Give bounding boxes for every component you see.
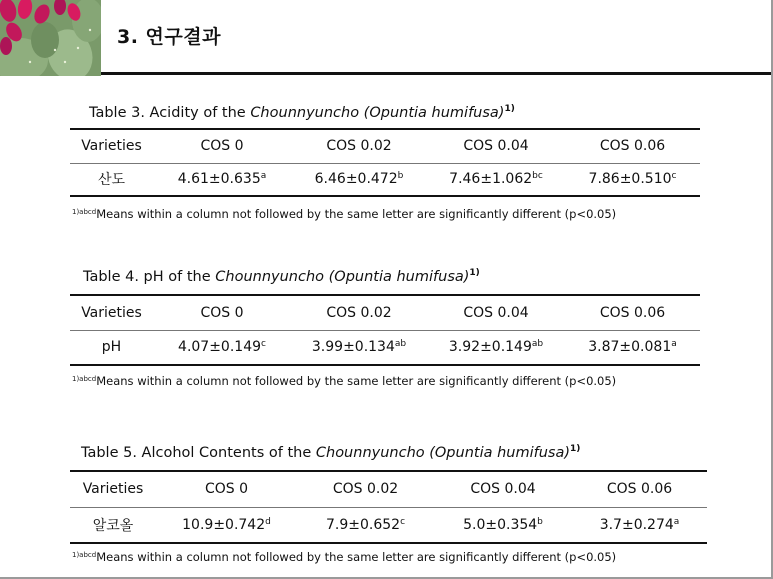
- header-cos-0-06: COS 0.06: [599, 304, 666, 321]
- header-cos-0: COS 0: [204, 481, 249, 498]
- table-5-footnote: $^{1)abcd}$Means within a column not followed by the same letter are significantly different (p<0.05): [72, 550, 617, 564]
- value-cell: 3.92±0.149$^{ab}$: [448, 339, 544, 356]
- caption-note-mark: 1): [504, 104, 515, 114]
- cactus-photo: [0, 0, 101, 76]
- value-cell: 6.46±0.472$^b$: [314, 171, 404, 188]
- header-cos-0-04: COS 0.04: [463, 304, 529, 321]
- table-4-caption: [83, 268, 480, 285]
- caption-text: Table 5. Alcohol Contents of the: [81, 445, 316, 461]
- caption-note-mark: 1): [469, 268, 480, 278]
- caption-species: Chounnyuncho (Opuntia humifusa): [250, 105, 505, 121]
- table-header-row: [70, 471, 707, 507]
- value-cell: 5.0±0.354$^b$: [463, 516, 543, 533]
- table-4-footnote: $^{1)abcd}$Means within a column not followed by the same letter are significantly different (p<0.05): [72, 374, 617, 388]
- value-cell: 7.9±0.652$^c$: [325, 516, 406, 533]
- table-row: [70, 507, 707, 543]
- table-5-caption: [81, 444, 580, 461]
- caption-species: Chounnyuncho (Opuntia humifusa): [315, 445, 571, 461]
- header-varieties: Varieties: [81, 138, 142, 155]
- row-label: 산도: [97, 172, 126, 189]
- value-cell: 4.61±0.635$^a$: [177, 171, 267, 188]
- slide-title: 3. 연구결과: [117, 26, 221, 48]
- caption-text: Table 4. pH of the: [83, 269, 216, 285]
- table-5: [70, 470, 707, 544]
- header-cos-0-04: COS 0.04: [470, 481, 536, 498]
- header-cos-0-06: COS 0.06: [606, 481, 673, 498]
- table-row: [70, 163, 700, 196]
- table-row: [70, 330, 700, 365]
- value-cell: 4.07±0.149$^c$: [178, 339, 266, 356]
- caption-species: Chounnyuncho (Opuntia humifusa): [215, 269, 470, 285]
- value-cell: 3.7±0.274$^a$: [599, 516, 680, 533]
- value-cell: 7.86±0.510$^c$: [588, 171, 677, 188]
- table-3-footnote: $^{1)abcd}$Means within a column not followed by the same letter are significantly different (p<0.05): [72, 207, 617, 221]
- table-4: [70, 294, 700, 366]
- header-cos-0-02: COS 0.02: [326, 304, 392, 321]
- value-cell: 3.87±0.081$^a$: [588, 339, 677, 356]
- header-cos-0-02: COS 0.02: [326, 138, 392, 155]
- header-varieties: Varieties: [82, 481, 144, 498]
- table-header-row: [70, 129, 700, 163]
- value-cell: 10.9±0.742$^d$: [182, 516, 271, 533]
- header-cos-0-04: COS 0.04: [463, 138, 529, 155]
- header-cos-0-06: COS 0.06: [599, 138, 666, 155]
- table-3-caption: [89, 104, 515, 121]
- header-cos-0: COS 0: [200, 304, 244, 321]
- table-header-row: [70, 295, 700, 330]
- header-cos-0: COS 0: [200, 138, 244, 155]
- header-divider: [101, 72, 771, 75]
- header-cos-0-02: COS 0.02: [332, 481, 399, 498]
- value-cell: 3.99±0.134$^{ab}$: [311, 339, 407, 356]
- row-label: pH: [101, 339, 122, 356]
- row-label: 알코올: [92, 517, 134, 534]
- value-cell: 7.46±1.062$^{bc}$: [449, 171, 543, 188]
- caption-text: Table 3. Acidity of the: [89, 105, 251, 121]
- caption-note-mark: 1): [570, 444, 581, 454]
- header-varieties: Varieties: [81, 304, 142, 321]
- table-3: [70, 128, 700, 197]
